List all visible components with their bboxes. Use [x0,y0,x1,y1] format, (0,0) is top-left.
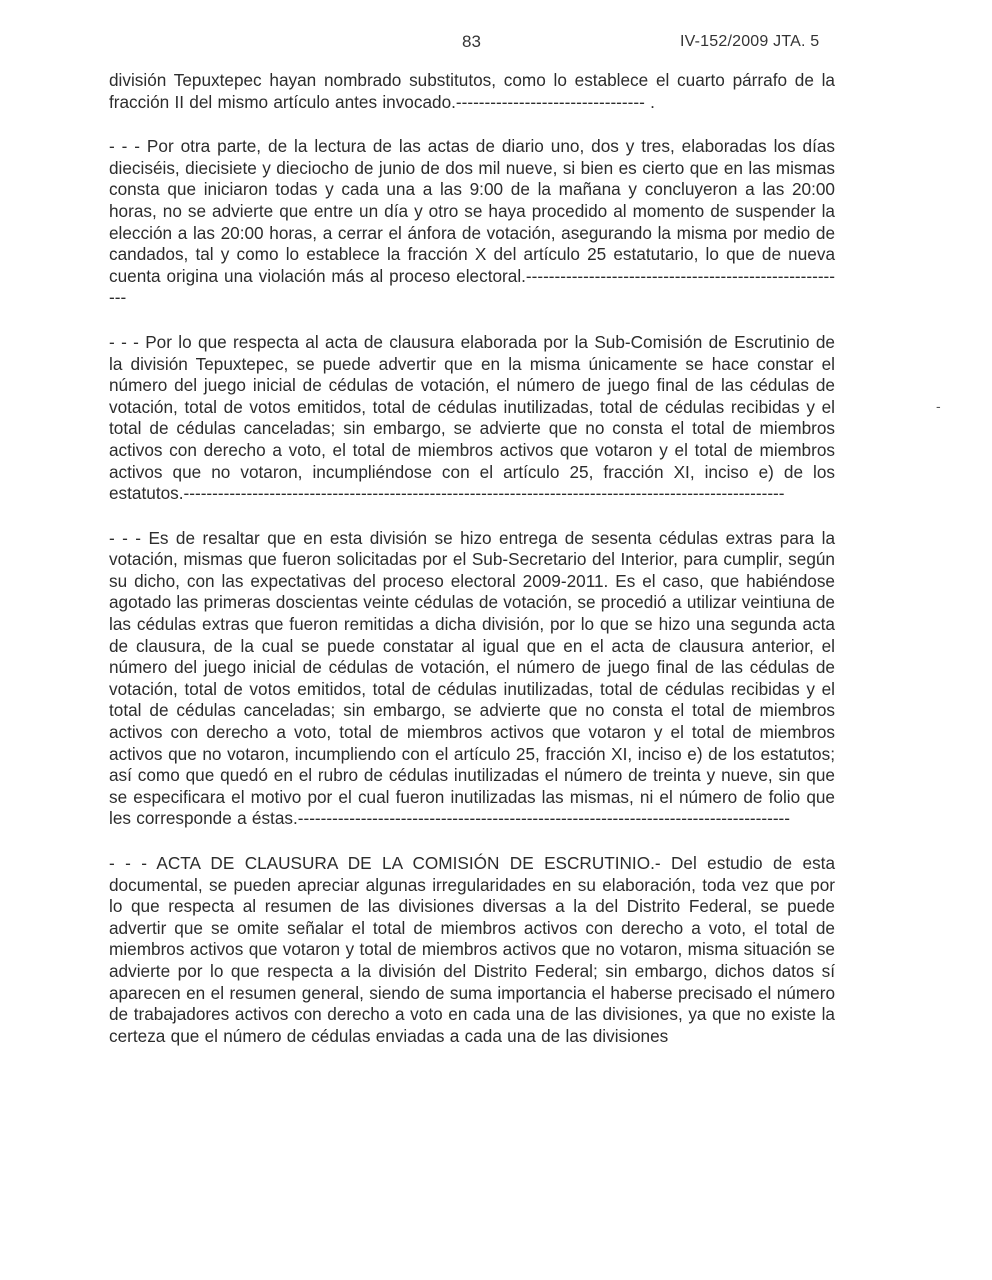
document-body [109,70,835,1070]
page-number: 83 [462,32,481,51]
file-reference: IV-152/2009 JTA. 5 [680,33,820,50]
paragraph-continuation: división Tepuxtepec hayan nombrado substitutos, como lo establece el cuarto párrafo de la fracción II del mismo artículo antes invocado.--------------------------------- . [109,70,835,112]
paragraph-closing-act-subcommission: - - - Por lo que respecta al acta de clausura elaborada por la Sub-Comisión de Escrutinio de la división Tepuxtepec, se puede advertir que en la misma únicamente se hace constar el número del juego inicial de cédulas de votación, el número de juego final de las cédulas de votación, total de votos emitidos, total de cédulas inutilizadas, total de cédulas recibidas y el total de cédulas canceladas; sin embargo, se advierte que no consta el total de miembros activos con derecho a voto, el total de miembros activos que votaron y el total de miembros activos que no votaron, incumpliéndose con el artículo 25, fracción XI, inciso e) de los estatutos.--------------------------------------------------------------------------------------------------------- [109,331,835,504]
paragraph-closing-act-commission: - - - ACTA DE CLAUSURA DE LA COMISIÓN DE ESCRUTINIO.- Del estudio de esta documental, se pueden apreciar algunas irregularidades en su elaboración, toda vez que por lo que respecta al resumen de las divisiones diversas a la del Distrito Federal, se puede advertir que se omite señalar el total de miembros activos con derecho a voto, el total de miembros activos que votaron y total de miembros activos que no votaron, misma situación se advierte por lo que respecta a la división del Distrito Federal; sin embargo, dichos datos sí aparecen en el resumen general, siendo de suma importancia el haberse precisado el número de trabajadores activos con derecho a voto en cada una de las divisiones, ya que no existe la certeza que el número de cédulas enviadas a cada una de las divisiones [109,853,835,1046]
paragraph-daily-acts: - - - Por otra parte, de la lectura de las actas de diario uno, dos y tres, elaboradas los días dieciséis, diecisiete y dieciocho de junio de dos mil nueve, si bien es cierto que en las mismas consta que iniciaron todas y cada una a las 9:00 de la mañana y concluyeron a las 20:00 horas, no se advierte que entre un día y otro se haya procedido al momento de suspender la elección a las 20:00 horas, a cerrar el ánfora de votación, asegurando la misma por medio de candados, tal y como lo establece la fracción X del artículo 25 estatutario, lo que de nueva cuenta origina una violación más al proceso electoral.--------------------------------------------------------- [109,136,835,308]
paragraph-extra-ballots: - - - Es de resaltar que en esta división se hizo entrega de sesenta cédulas extras para la votación, mismas que fueron solicitadas por el Sub-Secretario del Interior, para cumplir, según su dicho, con las expectativas del proceso electoral 2009-2011. Es el caso, que habiéndose agotado las primeras doscientas veinte cédulas de votación, se procedió a utilizar veintiuna de las cédulas extras que fueron remitidas a dicha división, por lo que se hizo una segunda acta de clausura, de la cual se puede constatar al igual que en el acta de clausura anterior, el número del juego inicial de cédulas de votación, el número de juego final de las cédulas de votación, total de votos emitidos, total de cédulas inutilizadas, total de cédulas recibidas y el total de cédulas canceladas; sin embargo, se advierte que no consta el total de miembros activos con derecho a voto, total de miembros activos que votaron y el total de miembros activos que no votaron, incumpliendo con el artículo 25, fracción XI, inciso e) de los estatutos; así como que quedó en el rubro de cédulas inutilizadas el número de treinta y nueve, sin que se especificara el motivo por el cual fueron inutilizadas las mismas, ni el número de folio que les corresponde a éstas.-------------------------------------------------------------------------------------- [109,527,835,829]
stray-mark: - [936,398,941,414]
